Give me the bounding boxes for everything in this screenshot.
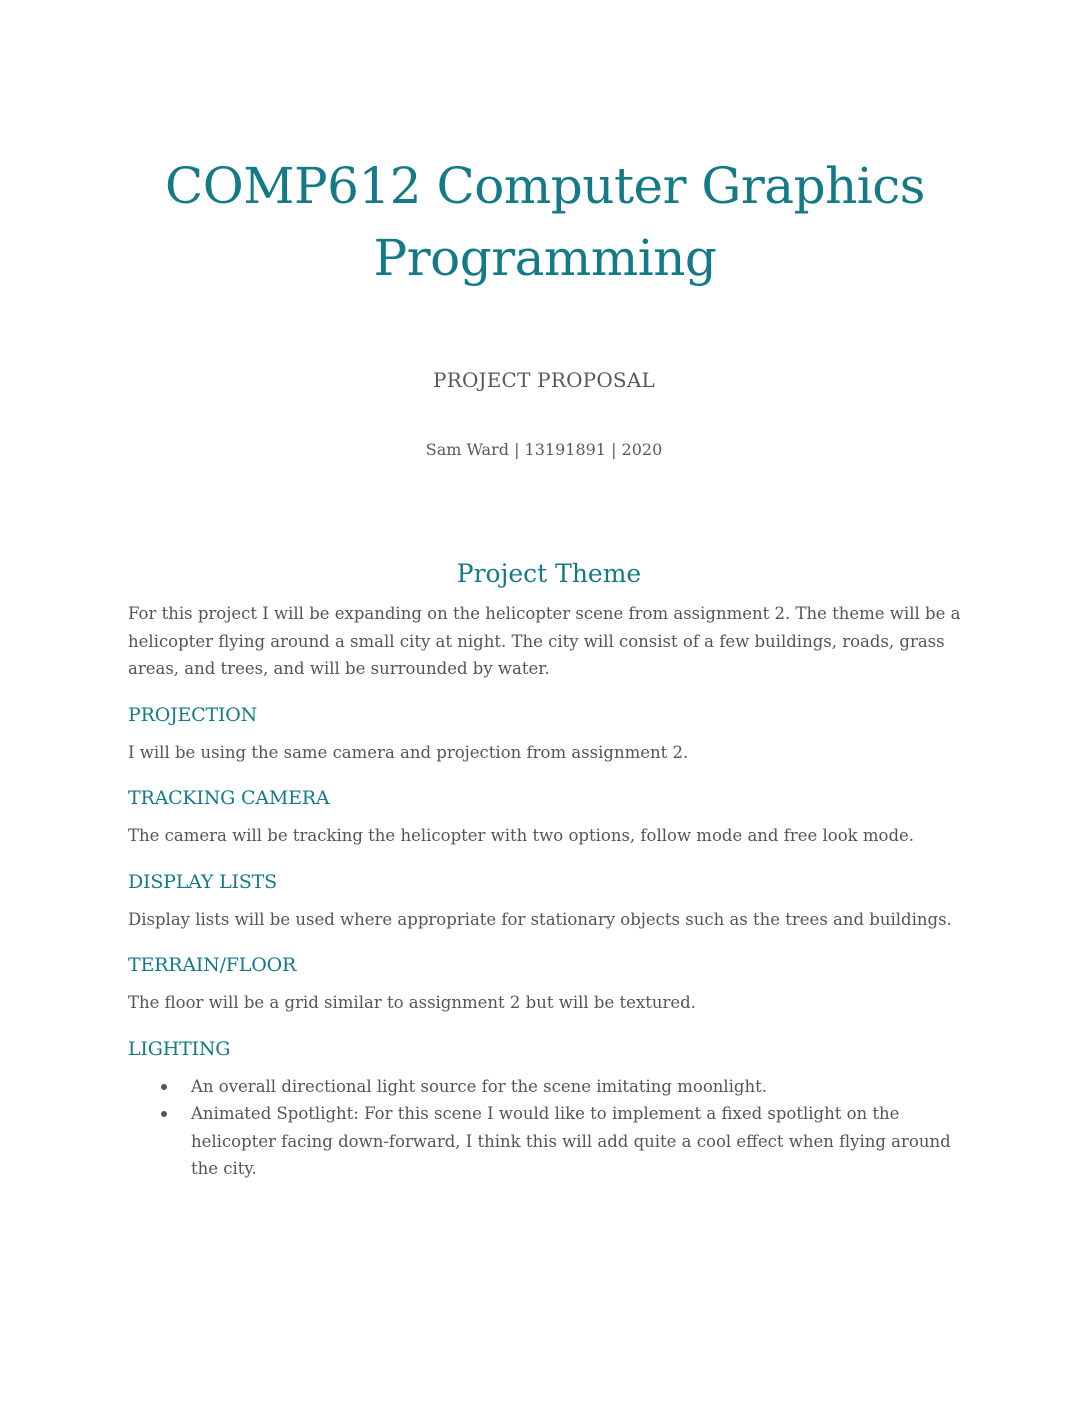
subheading-display-lists: DISPLAY LISTS (128, 870, 277, 893)
project-theme-paragraph: For this project I will be expanding on the helicopter scene from assignment 2. The theme will be a helicopter flying around a small city at night. The city will consist of a few buildings, roads, grass areas, and trees, and will be surrounded by water. (128, 604, 961, 678)
lighting-bullet-text: Animated Spotlight: For this scene I would like to implement a fixed spotlight on the helicopter facing down-forward, I think this will add quite a cool effect when flying around the city. (191, 1104, 951, 1178)
bullet-dot-icon (161, 1084, 167, 1090)
lighting-bullet-list (128, 1073, 970, 1183)
bullet-dot-icon (161, 1111, 167, 1117)
tracking-camera-paragraph: The camera will be tracking the helicopter with two options, follow mode and free look mode. (128, 826, 915, 845)
subheading-projection: PROJECTION (128, 703, 258, 726)
document-body (128, 556, 970, 1183)
document-subtitle: PROJECT PROPOSAL (433, 368, 655, 392)
terrain-floor-paragraph: The floor will be a grid similar to assignment 2 but will be textured. (128, 993, 696, 1012)
lighting-bullet-text: An overall directional light source for the scene imitating moonlight. (191, 1076, 767, 1096)
document-title: COMP612 Computer Graphics Programming (165, 157, 925, 287)
display-lists-paragraph: Display lists will be used where appropriate for stationary objects such as the trees and buildings. (128, 909, 952, 929)
projection-paragraph: I will be using the same camera and projection from assignment 2. (128, 742, 689, 762)
subheading-terrain-floor: TERRAIN/FLOOR (128, 954, 297, 976)
lighting-bullet-item (191, 1100, 970, 1183)
lighting-bullet-item (191, 1073, 970, 1101)
section-heading-project-theme: Project Theme (456, 559, 642, 588)
subheading-lighting: LIGHTING (128, 1037, 231, 1060)
author-byline: Sam Ward | 13191891 | 2020 (425, 440, 663, 459)
subheading-tracking-camera: TRACKING CAMERA (128, 787, 330, 809)
